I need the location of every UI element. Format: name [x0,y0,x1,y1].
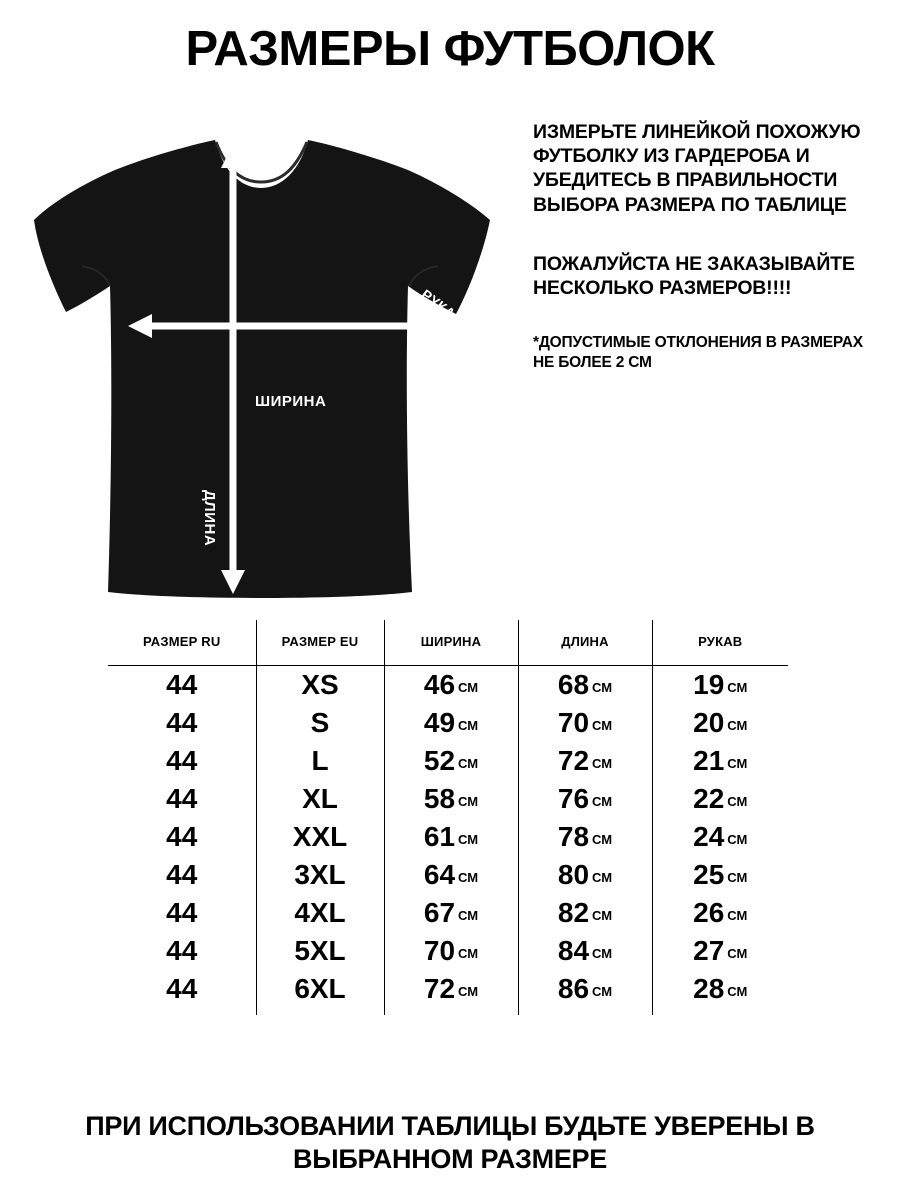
unit-cm: СМ [458,756,479,771]
cell-size-eu: XS [256,666,384,705]
unit-cm: СМ [592,870,613,885]
table-row [108,666,788,705]
cell-width: 52 СМ [384,742,518,780]
unit-cm: СМ [592,908,613,923]
tshirt-icon [20,108,520,608]
unit-cm: СМ [727,908,748,923]
unit-cm: СМ [727,718,748,733]
cell-sleeve: 27 СМ [652,932,788,970]
cell-size-eu: XL [256,780,384,818]
cell-width: 67 СМ [384,894,518,932]
table-row [108,818,788,856]
cell-size-ru: 44 [166,859,198,890]
table-row [108,932,788,970]
table-row [108,704,788,742]
unit-cm: СМ [727,756,748,771]
unit-cm: СМ [592,832,613,847]
unit-cm: СМ [458,832,479,847]
cell-size-eu: L [256,742,384,780]
unit-cm: СМ [592,756,613,771]
cell-width: 58 СМ [384,780,518,818]
tshirt-illustration [20,108,520,608]
cell-size-ru: 44 [166,707,198,738]
note-no-multiple-orders: ПОЖАЛУЙСТА НЕ ЗАКАЗЫВАЙТЕ НЕСКОЛЬКО РАЗМЕРОВ!!!! [533,252,855,299]
unit-cm: СМ [458,908,479,923]
cell-size-eu: 3XL [256,856,384,894]
unit-cm: СМ [458,718,479,733]
header-size-ru: РАЗМЕР RU [108,620,256,666]
cell-size-ru: 44 [166,669,198,700]
cell-size-ru: 44 [166,973,198,1004]
header-length: ДЛИНА [518,620,652,666]
cell-length: 72 СМ [518,742,652,780]
cell-size-eu: 6XL [256,970,384,1015]
page-title: РАЗМЕРЫ ФУТБОЛОК [185,22,715,76]
table-row [108,780,788,818]
table-row [108,894,788,932]
unit-cm: СМ [592,984,613,999]
cell-length: 70 СМ [518,704,652,742]
unit-cm: СМ [727,984,748,999]
cell-width: 46 СМ [384,666,518,705]
table-header-row [108,620,788,666]
cell-sleeve: 19 СМ [652,666,788,705]
cell-sleeve: 20 СМ [652,704,788,742]
label-sleeve: РУКАВ [418,286,468,329]
cell-sleeve: 25 СМ [652,856,788,894]
header-width: ШИРИНА [384,620,518,666]
cell-size-ru: 44 [166,783,198,814]
cell-width: 64 СМ [384,856,518,894]
cell-size-eu: XXL [256,818,384,856]
instructions-block [533,120,883,373]
cell-width: 70 СМ [384,932,518,970]
unit-cm: СМ [458,794,479,809]
footer-note: ПРИ ИСПОЛЬЗОВАНИИ ТАБЛИЦЫ БУДЬТЕ УВЕРЕНЫ В ВЫБРАННОМ РАЗМЕРЕ [85,1111,815,1174]
unit-cm: СМ [727,680,748,695]
cell-sleeve: 22 СМ [652,780,788,818]
cell-width: 49 СМ [384,704,518,742]
cell-length: 82 СМ [518,894,652,932]
cell-length: 84 СМ [518,932,652,970]
cell-sleeve: 26 СМ [652,894,788,932]
unit-cm: СМ [592,718,613,733]
note-tolerance: *ДОПУСТИМЫЕ ОТКЛОНЕНИЯ В РАЗМЕРАХ НЕ БОЛЕЕ 2 СМ [533,334,863,371]
cell-length: 76 СМ [518,780,652,818]
unit-cm: СМ [727,794,748,809]
note-measure: ИЗМЕРЬТЕ ЛИНЕЙКОЙ ПОХОЖУЮ ФУТБОЛКУ ИЗ ГАРДЕРОБА И УБЕДИТЕСЬ В ПРАВИЛЬНОСТИ ВЫБОРА РАЗМЕРА ПО ТАБЛИЦЕ [533,121,861,216]
cell-size-ru: 44 [166,897,198,928]
unit-cm: СМ [727,832,748,847]
cell-width: 61 СМ [384,818,518,856]
table-row [108,742,788,780]
unit-cm: СМ [458,870,479,885]
table-row [108,856,788,894]
cell-size-ru: 44 [166,935,198,966]
unit-cm: СМ [458,984,479,999]
cell-size-eu: 5XL [256,932,384,970]
label-width: ШИРИНА [255,393,327,410]
cell-size-eu: S [256,704,384,742]
cell-size-ru: 44 [166,745,198,776]
header-size-eu: РАЗМЕР EU [256,620,384,666]
cell-sleeve: 28 СМ [652,970,788,1015]
unit-cm: СМ [727,870,748,885]
unit-cm: СМ [592,794,613,809]
header-sleeve: РУКАВ [652,620,788,666]
cell-sleeve: 21 СМ [652,742,788,780]
cell-length: 68 СМ [518,666,652,705]
cell-size-eu: 4XL [256,894,384,932]
cell-length: 86 СМ [518,970,652,1015]
cell-length: 78 СМ [518,818,652,856]
unit-cm: СМ [458,680,479,695]
cell-width: 72 СМ [384,970,518,1015]
label-length: ДЛИНА [201,490,218,547]
cell-size-ru: 44 [166,821,198,852]
cell-sleeve: 24 СМ [652,818,788,856]
size-table [108,620,788,1015]
cell-length: 80 СМ [518,856,652,894]
unit-cm: СМ [592,946,613,961]
unit-cm: СМ [458,946,479,961]
table-row [108,970,788,1015]
unit-cm: СМ [592,680,613,695]
unit-cm: СМ [727,946,748,961]
